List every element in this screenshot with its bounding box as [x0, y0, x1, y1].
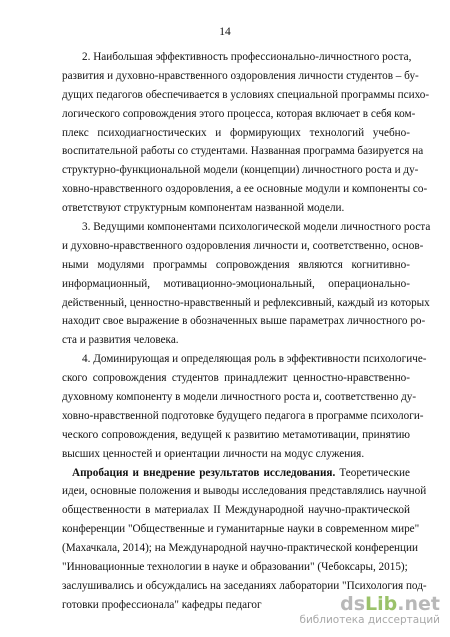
text-line: 3. Ведущими компонентами психологической модели личностного роста	[82, 221, 431, 234]
text-line: высших ценностей и ориентации личности на модус служения.	[62, 447, 365, 460]
text-line: "Инновационные технологии в науке и образовании" (Чебоксары, 2015);	[62, 561, 408, 574]
text-line: действенный, ценностно-нравственный и рефлексивный, каждый из которых	[62, 296, 430, 309]
text-line: общественности в материалах II Международной научно-практической	[62, 504, 410, 517]
watermark-lib: Lib	[365, 593, 398, 615]
text-line: плекс психодиагностических и формирующих технологий учебно-	[62, 126, 410, 139]
text-line: 2. Наибольшая эффективность профессионально-личностного роста,	[82, 51, 412, 63]
text-line: духовному компоненту в модели личностного роста и, соответственно ду-	[62, 391, 417, 404]
text-line: и духовно-нравственного оздоровления личности и, соответственно, основ-	[62, 239, 424, 252]
text-line: конференции "Общественные и гуманитарные науки в современном мире"	[62, 523, 420, 536]
page-number: 14	[219, 26, 231, 38]
text-line: структурно-функциональной модели (концепции) личностного роста и ду-	[62, 164, 419, 177]
watermark-ds: ds	[340, 593, 366, 615]
text-line: ответствуют структурным компонентам названной модели.	[62, 202, 345, 215]
watermark-net: .net	[397, 593, 440, 615]
watermark-logo	[299, 593, 440, 627]
text-line: воспитательной работы со студентами. Названная программа базируется на	[62, 145, 424, 158]
text-line: ховно-нравственной подготовке будущего педагога в программе психологи-	[62, 409, 424, 422]
text-line: ховно-нравственного оздоровления, а ее основные модули и компоненты со-	[62, 183, 428, 196]
text-line: находит свое выражение в обозначенных выше параметрах личностного ро-	[62, 315, 426, 328]
text-line: логического сопровождения этого процесса, которая включает в себя ком-	[62, 107, 416, 120]
text-line: ста и развития человека.	[62, 334, 179, 347]
text-line: готовки профессионала" кафедры педагог	[62, 598, 262, 611]
text-line: развития и духовно-нравственного оздоровления личности студентов – бу-	[62, 69, 419, 82]
text-fragment: Теоретические	[335, 466, 410, 479]
section-heading: Апробация и внедрение результатов исследования.	[72, 466, 336, 479]
text-line: ческого сопровождения, ведущей к развитию метамотивации, принятию	[62, 428, 410, 441]
text-line: ского сопровождения студентов принадлежит ценностно-нравственно-	[62, 372, 410, 385]
text-line: информационный, мотивационно-эмоциональный, операционально-	[62, 277, 410, 290]
watermark-wordmark	[340, 593, 440, 615]
text-line: идеи, основные положения и выводы исследования представлялись научной	[62, 485, 427, 498]
text-line: дущих педагогов обеспечивается в условиях специальной программы психо-	[62, 88, 430, 101]
section-heading-line	[62, 464, 410, 483]
text-line: (Махачкала, 2014); на Международной научно-практической конференции	[62, 542, 418, 555]
text-line: заслушивались и обсуждались на заседаниях лаборатории "Психология под-	[62, 579, 427, 592]
text-line: ными модулями программы сопровождения являются когнитивно-	[62, 258, 410, 271]
watermark-caption: библиотека диссертаций	[299, 614, 440, 626]
text-line: 4. Доминирующая и определяющая роль в эффективности психологиче-	[82, 353, 427, 366]
